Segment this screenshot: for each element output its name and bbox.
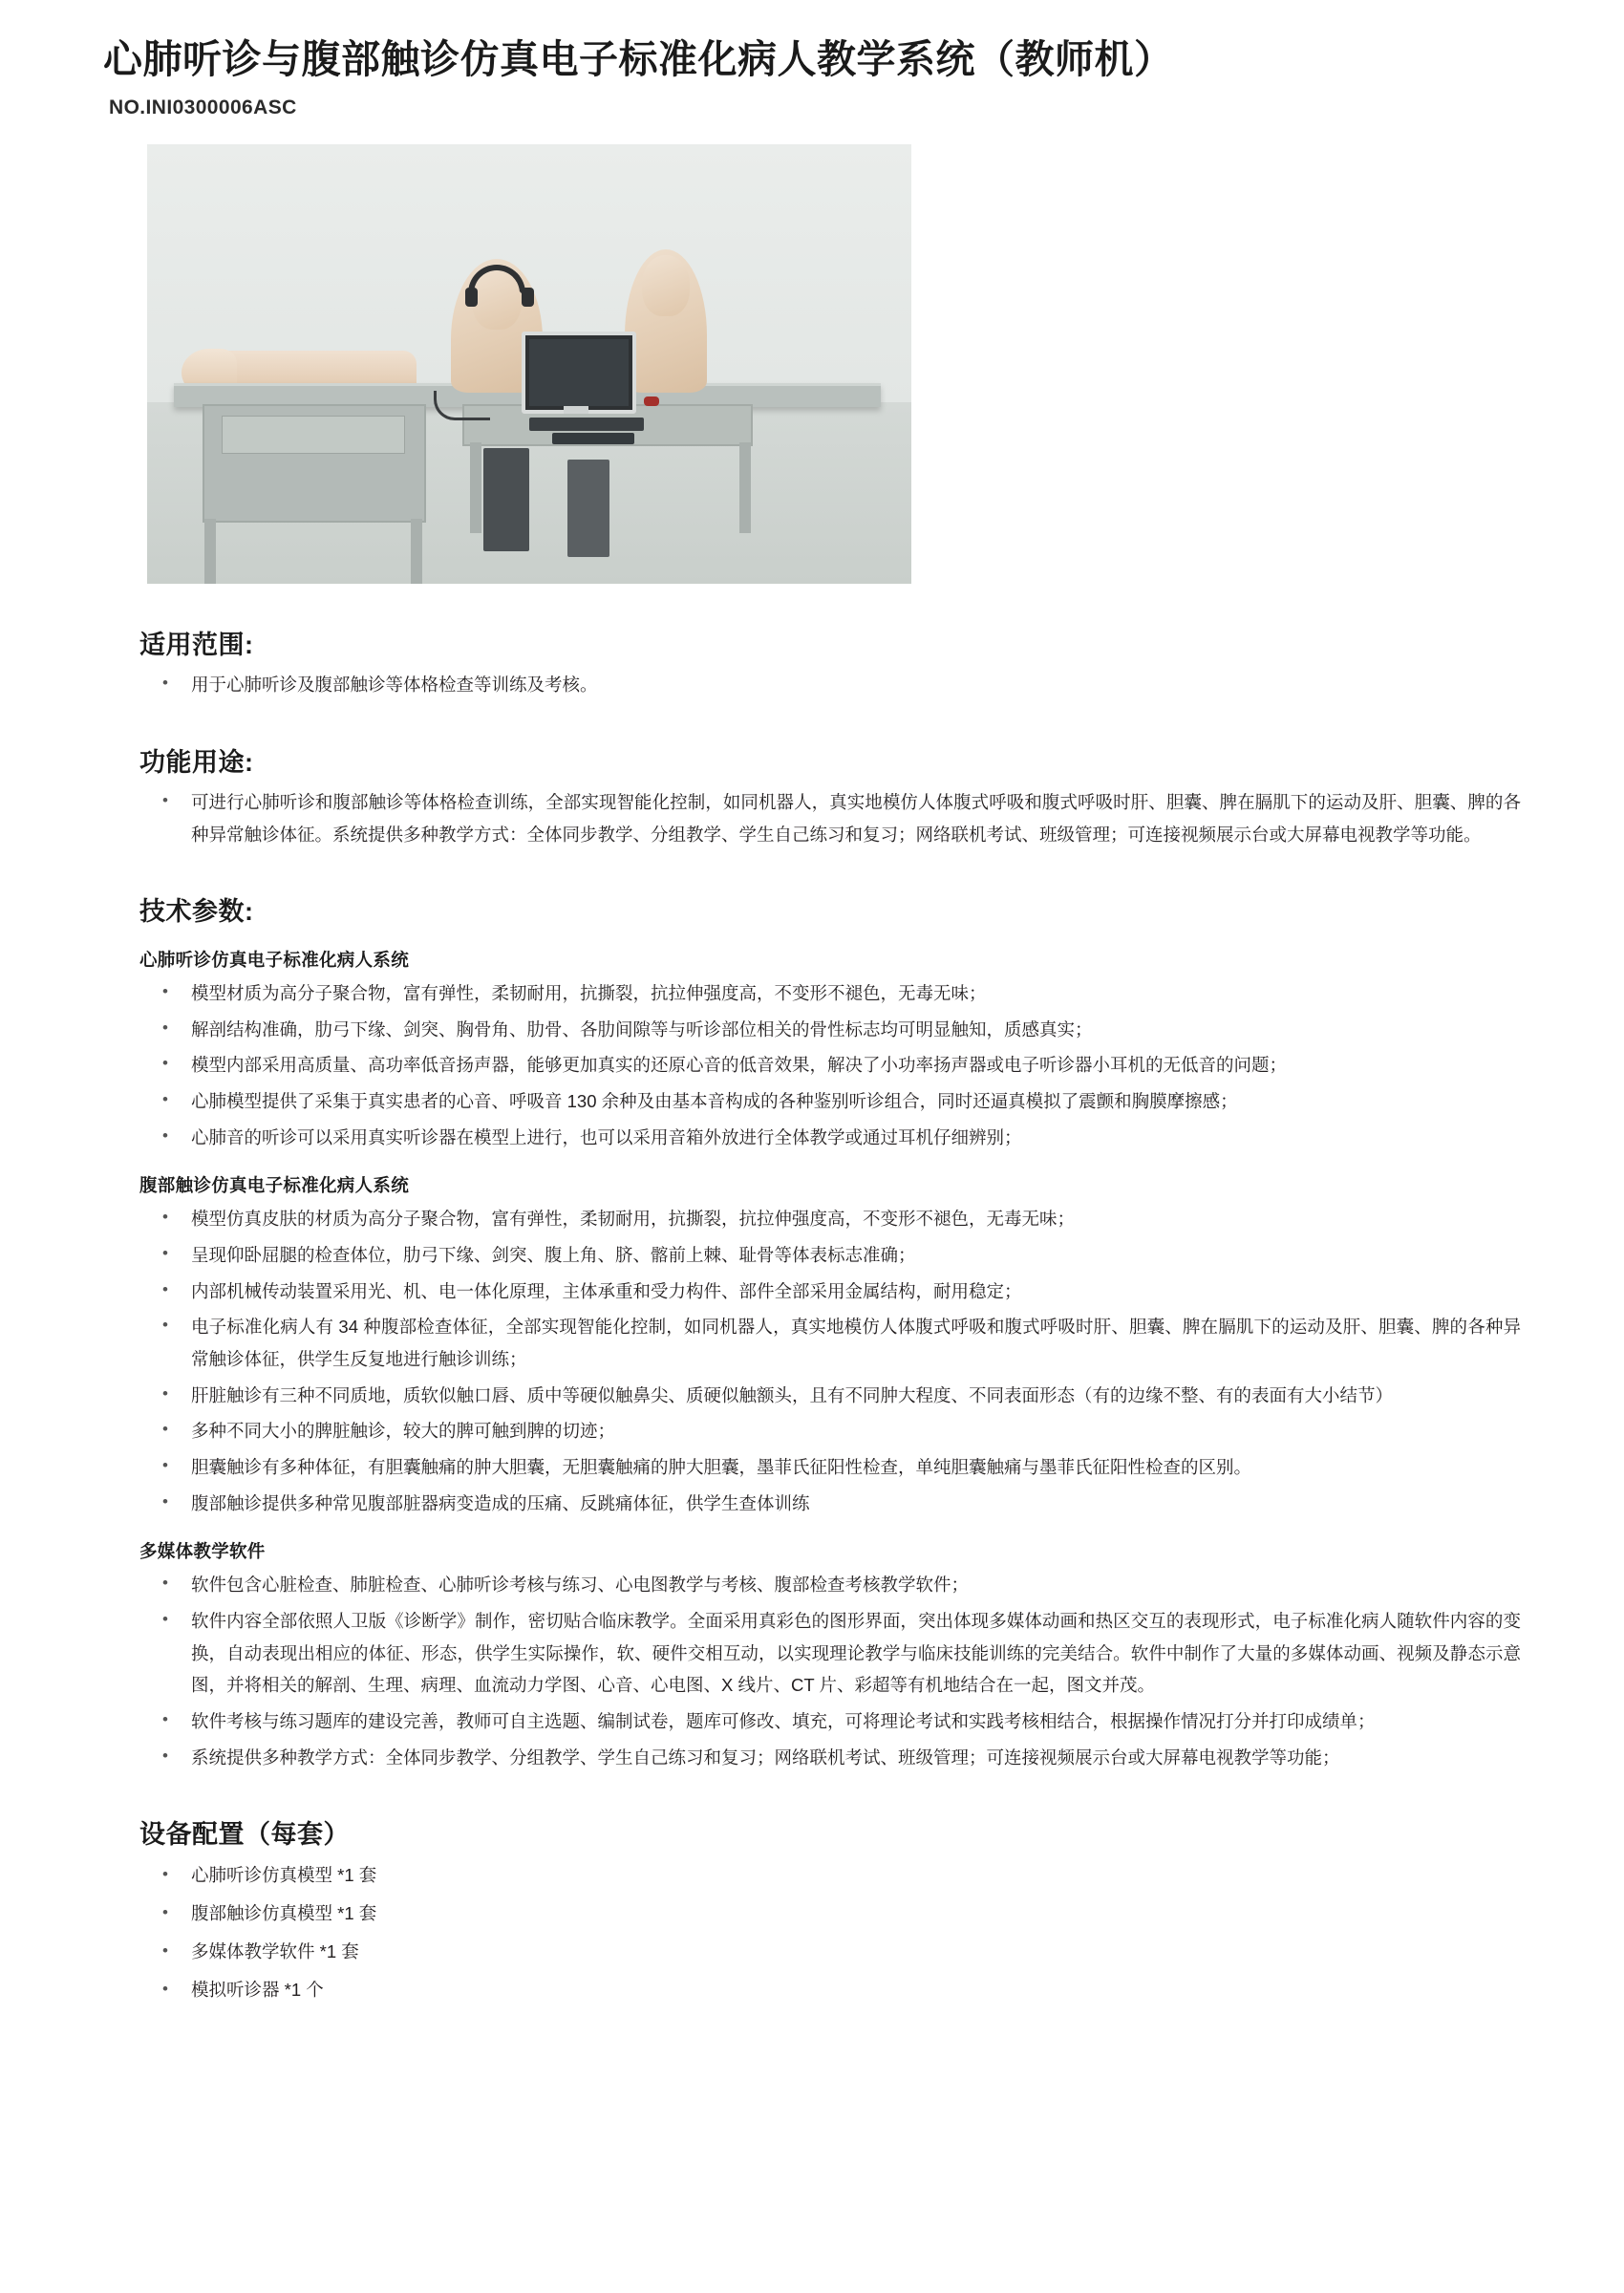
list-item: • 心肺音的听诊可以采用真实听诊器在模型上进行，也可以采用音箱外放进行全体教学或通过耳机仔细辨别； — [103, 1122, 1549, 1154]
cable — [434, 391, 490, 420]
list-item: • 腹部触诊仿真模型 *1 套 — [103, 1897, 1549, 1931]
config-list — [103, 1858, 1549, 2007]
section-heading-tech: 技术参数: — [139, 897, 254, 927]
product-photo — [147, 144, 911, 584]
list-item: • 软件包含心脏检查、肺脏检查、心肺听诊考核与练习、心电图教学与考核、腹部检查考核教学软件； — [103, 1569, 1549, 1601]
list-item: • 心肺听诊仿真模型 *1 套 — [103, 1858, 1549, 1893]
monitor-screen — [529, 339, 629, 406]
headphone-cup-left — [465, 288, 478, 307]
list-item: • 系统提供多种教学方式：全体同步教学、分组教学、学生自己练习和复习；网络联机考试、班级管理；可连接视频展示台或大屏幕电视教学等功能； — [103, 1742, 1549, 1774]
section-heading-config: 设备配置（每套） — [139, 1820, 350, 1850]
keyboard — [529, 418, 644, 431]
second-manikin-head — [642, 255, 690, 316]
teacher-monitor — [522, 332, 636, 414]
list-item: • 模拟听诊器 *1 个 — [103, 1973, 1549, 2007]
desk-leg — [411, 519, 422, 584]
subsection-heading-software: 多媒体教学软件 — [139, 1541, 266, 1562]
tech-list-cardiopulmonary — [103, 977, 1549, 1153]
model-code: NO.INI0300006ASC — [109, 96, 297, 119]
computer-tower-secondary — [567, 460, 609, 557]
list-item: • 多媒体教学软件 *1 套 — [103, 1935, 1549, 1969]
monitor-stand — [564, 406, 588, 414]
list-item: • 内部机械传动装置采用光、机、电一体化原理，主体承重和受力构件、部件全部采用金属结构，耐用稳定； — [103, 1275, 1549, 1308]
product-image-wrap — [147, 144, 1549, 584]
tech-list-software — [103, 1569, 1549, 1773]
list-item: • 软件内容全部依照人卫版《诊断学》制作，密切贴合临床教学。全面采用真彩色的图形界面，突出体现多媒体动画和热区交互的表现形式，电子标准化病人随软件内容的变换，自动表现出相应的体征、形态，供学生实际操作，软、硬件交相互动，以实现理论教学与临床技能训练的完美结合。软件中制作了大量的多媒体动画、视频及静态示意图，并将相关的解剖、生理、病理、血流动力学图、心音、心电图、X 线片、CT 片、彩超等有机地结合在一起，图文并茂。 — [103, 1605, 1549, 1702]
section-heading-scope: 适用范围: — [139, 631, 254, 660]
subsection-heading-cardiopulmonary: 心肺听诊仿真电子标准化病人系统 — [139, 950, 410, 971]
page-title: 心肺听诊与腹部触诊仿真电子标准化病人教学系统（教师机） — [103, 37, 1174, 81]
stethoscope-accessory — [644, 396, 659, 406]
desk-left-drawer — [222, 416, 405, 454]
desk-leg — [470, 442, 481, 533]
subsection-heading-abdominal: 腹部触诊仿真电子标准化病人系统 — [139, 1175, 410, 1196]
list-item: • 多种不同大小的脾脏触诊，较大的脾可触到脾的切迹； — [103, 1415, 1549, 1447]
list-item: • 腹部触诊提供多种常见腹部脏器病变造成的压痛、反跳痛体征，供学生查体训练 — [103, 1488, 1549, 1520]
desk-leg — [739, 442, 751, 533]
desk-leg — [204, 519, 216, 584]
list-item: • 模型仿真皮肤的材质为高分子聚合物，富有弹性，柔韧耐用，抗撕裂，抗拉伸强度高，不变形不褪色，无毒无味； — [103, 1203, 1549, 1235]
list-item: • 可进行心肺听诊和腹部触诊等体格检查训练，全部实现智能化控制，如同机器人，真实地模仿人体腹式呼吸和腹式呼吸时肝、胆囊、脾在膈肌下的运动及肝、胆囊、脾的各种异常触诊体征。系统提供多种教学方式：全体同步教学、分组教学、学生自己练习和复习；网络联机考试、班级管理；可连接视频展示台或大屏幕电视教学等功能。 — [103, 786, 1549, 850]
list-item: • 呈现仰卧屈腿的检查体位，肋弓下缘、剑突、腹上角、脐、髂前上棘、耻骨等体表标志准确； — [103, 1239, 1549, 1272]
scope-list — [103, 669, 1549, 701]
list-item: • 模型内部采用高质量、高功率低音扬声器，能够更加真实的还原心音的低音效果，解决了小功率扬声器或电子听诊器小耳机的无低音的问题； — [103, 1049, 1549, 1082]
section-heading-function: 功能用途: — [139, 747, 254, 777]
list-item: • 模型材质为高分子聚合物，富有弹性，柔韧耐用，抗撕裂，抗拉伸强度高，不变形不褪色，无毒无味； — [103, 977, 1549, 1010]
list-item: • 肝脏触诊有三种不同质地，质软似触口唇、质中等硬似触鼻尖、质硬似触额头，且有不同肿大程度、不同表面形态（有的边缘不整、有的表面有大小结节） — [103, 1380, 1549, 1412]
list-item: • 心肺模型提供了采集于真实患者的心音、呼吸音 130 余种及由基本音构成的各种鉴别听诊组合，同时还逼真模拟了震颤和胸膜摩擦感； — [103, 1085, 1549, 1118]
list-item: • 胆囊触诊有多种体征，有胆囊触痛的肿大胆囊，无胆囊触痛的肿大胆囊，墨菲氏征阳性检查，单纯胆囊触痛与墨菲氏征阳性检查的区别。 — [103, 1451, 1549, 1484]
list-item: • 解剖结构准确，肋弓下缘、剑突、胸骨角、肋骨、各肋间隙等与听诊部位相关的骨性标志均可明显触知，质感真实； — [103, 1014, 1549, 1046]
control-panel — [552, 433, 634, 444]
computer-tower — [483, 448, 529, 551]
list-item: • 电子标准化病人有 34 种腹部检查体征，全部实现智能化控制，如同机器人，真实地模仿人体腹式呼吸和腹式呼吸时肝、胆囊、脾在膈肌下的运动及肝、胆囊、脾的各种异常触诊体征，供学生反复地进行触诊训练； — [103, 1311, 1549, 1375]
function-list — [103, 786, 1549, 850]
list-item: • 软件考核与练习题库的建设完善，教师可自主选题、编制试卷，题库可修改、填充，可将理论考试和实践考核相结合，根据操作情况打分并打印成绩单； — [103, 1705, 1549, 1738]
list-item: • 用于心肺听诊及腹部触诊等体格检查等训练及考核。 — [103, 669, 1549, 701]
headphone-cup-right — [522, 288, 534, 307]
tech-list-abdominal — [103, 1203, 1549, 1519]
